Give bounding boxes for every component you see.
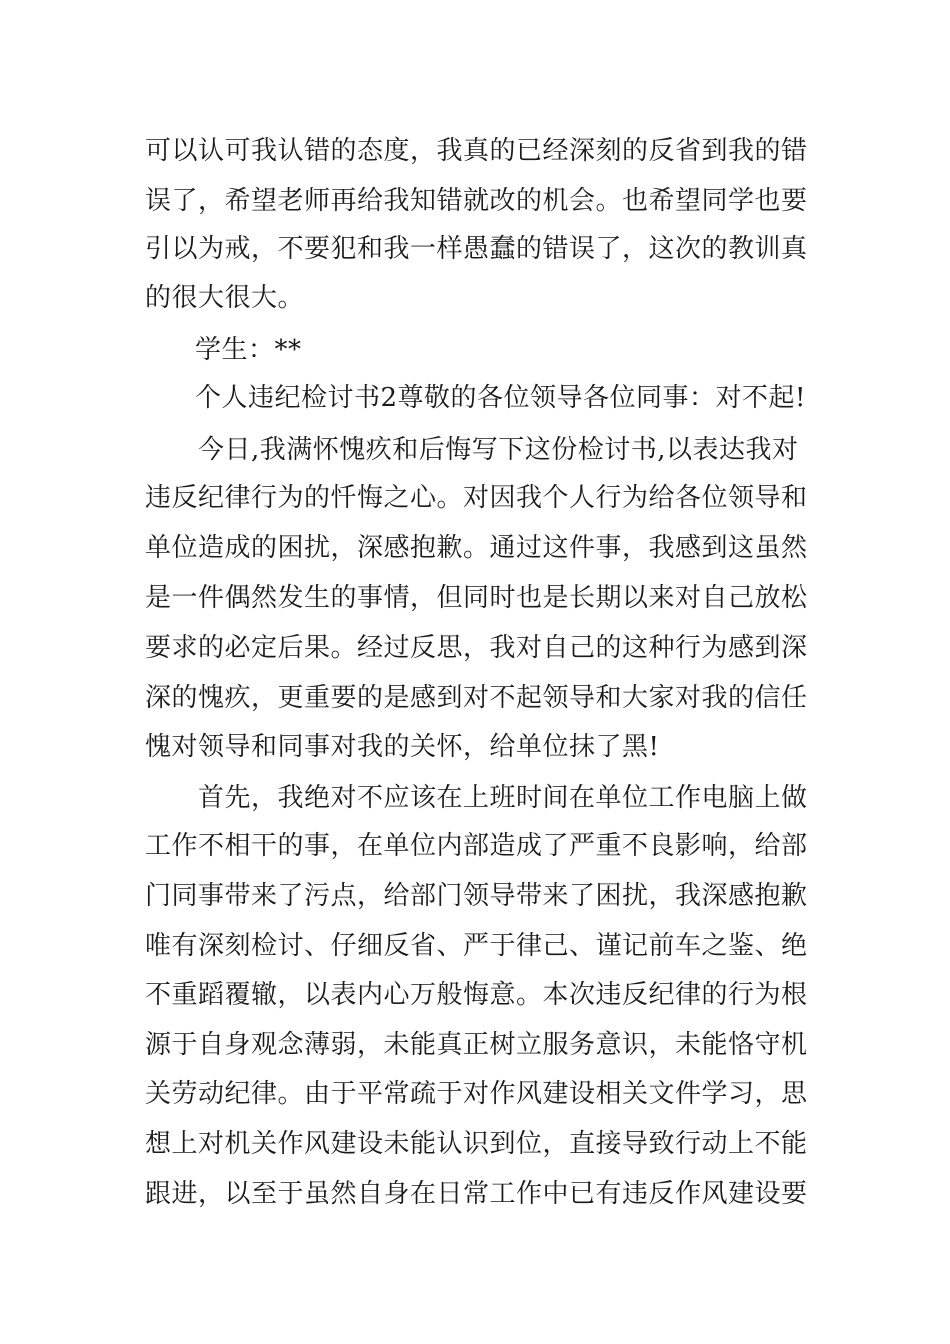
text-line: 单位造成的困扰，深感抱歉。通过这件事，我感到这虽然 (145, 533, 808, 563)
text-line: 不重蹈覆辙，以表内心万般悔意。本次违反纪律的行为根 (145, 980, 808, 1010)
text-line: 唯有深刻检讨、仔细反省、严于律己、谨记前车之鉴、绝 (145, 931, 808, 961)
text-line: 源于自身观念薄弱，未能真正树立服务意识，未能恪守机 (145, 1030, 808, 1060)
text-line: 首先，我绝对不应该在上班时间在单位工作电脑上做 (198, 783, 808, 813)
text-line: 关劳动纪律。由于平常疏于对作风建设相关文件学习，思 (145, 1079, 808, 1109)
text-line: 要求的必定后果。经过反思，我对自己的这种行为感到深 (145, 633, 808, 663)
signature-line: 学生：** (195, 335, 302, 365)
text-line: 是一件偶然发生的事情，但同时也是长期以来对自己放松 (145, 583, 808, 613)
text-line: 违反纪律行为的忏悔之心。对因我个人行为给各位领导和 (145, 483, 808, 513)
text-line: 想上对机关作风建设未能认识到位，直接导致行动上不能 (145, 1129, 808, 1159)
section-heading: 个人违纪检讨书2尊敬的各位领导各位同事：对不起! (195, 383, 806, 413)
text-line: 今日,我满怀愧疚和后悔写下这份检讨书,以表达我对 (198, 435, 799, 465)
text-line: 深的愧疚，更重要的是感到对不起领导和大家对我的信任 (145, 683, 808, 713)
text-line: 门同事带来了污点，给部门领导带来了困扰，我深感抱歉 (145, 881, 808, 911)
text-line: 跟进，以至于虽然自身在日常工作中已有违反作风建设要 (145, 1179, 808, 1209)
text-line: 的很大很大。 (145, 283, 305, 313)
text-line: 引以为戒，不要犯和我一样愚蠢的错误了，这次的教训真 (145, 234, 808, 264)
text-line: 误了，希望老师再给我知错就改的机会。也希望同学也要 (145, 186, 808, 216)
text-line: 可以认可我认错的态度，我真的已经深刻的反省到我的错 (145, 136, 808, 166)
text-line: 愧对领导和同事对我的关怀，给单位抹了黑! (145, 732, 660, 762)
text-line: 工作不相干的事，在单位内部造成了严重不良影响，给部 (145, 831, 808, 861)
